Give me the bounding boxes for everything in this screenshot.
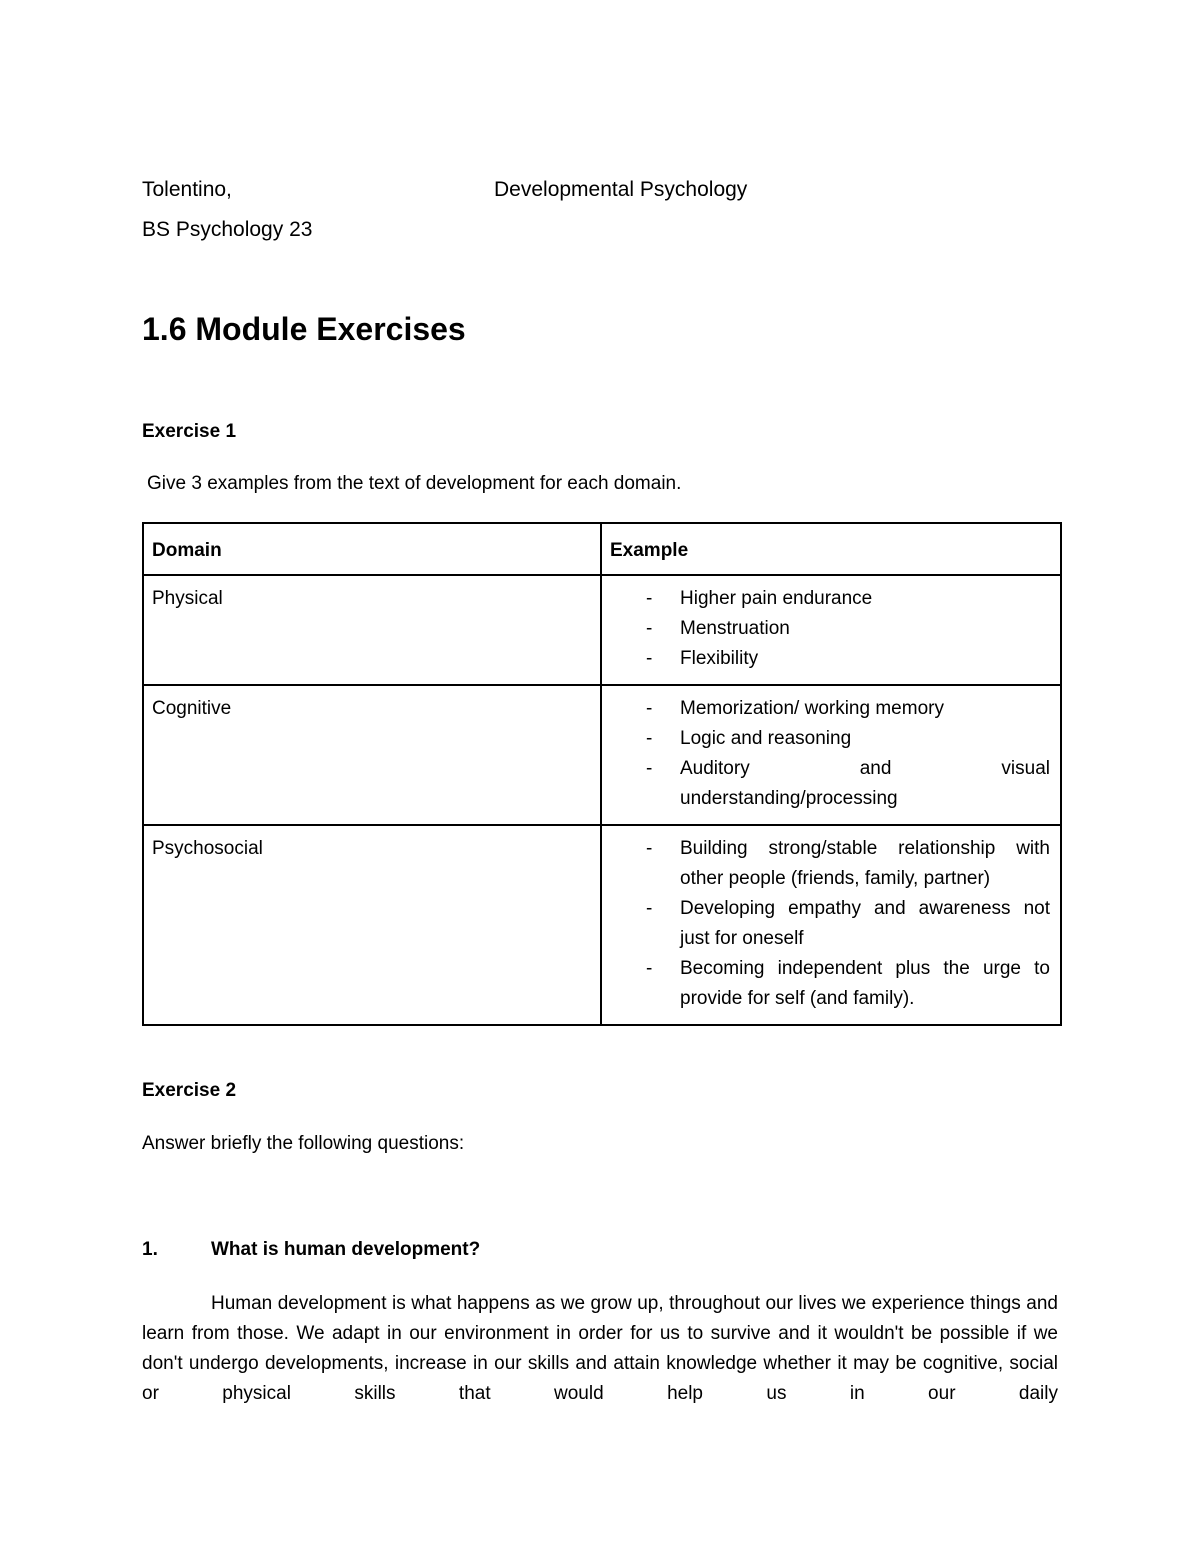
table-row [143, 685, 1061, 825]
table-header-row [143, 523, 1061, 575]
student-program: BS Psychology 23 [142, 218, 313, 241]
examples-cell [601, 825, 1061, 1025]
page-title: 1.6 Module Exercises [142, 311, 466, 347]
table-row [143, 825, 1061, 1025]
example-item: - Menstruation [680, 614, 1050, 644]
exercise-2-instruction: Answer briefly the following questions: [142, 1133, 465, 1154]
examples-list [610, 584, 1050, 674]
example-item: - Building strong/stable relationship with other people (friends, family, partner) [680, 834, 1050, 894]
examples-list [610, 834, 1050, 1014]
table-header-example: Example [601, 523, 1061, 575]
exercise-1-instruction: Give 3 examples from the text of development for each domain. [147, 473, 682, 494]
example-item: - Logic and reasoning [680, 724, 1050, 754]
answer-paragraph [142, 1289, 1058, 1409]
exercise-2-heading: Exercise 2 [142, 1080, 237, 1101]
example-item: - Becoming independent plus the urge to provide for self (and family). [680, 954, 1050, 1014]
question-text: What is human development? [211, 1239, 481, 1260]
student-name: Tolentino, [142, 178, 232, 201]
example-item: - Flexibility [680, 644, 1050, 674]
domain-cell: Physical [143, 575, 601, 685]
example-item [680, 754, 1050, 814]
question-number: 1. [142, 1239, 158, 1260]
course-name: Developmental Psychology [494, 178, 748, 201]
example-item-text: - Auditory and visual understanding/processing [680, 758, 1050, 809]
example-item: - Memorization/ working memory [680, 694, 1050, 724]
exercise-1-heading: Exercise 1 [142, 421, 237, 442]
domain-cell: Cognitive [143, 685, 601, 825]
examples-cell [601, 685, 1061, 825]
examples-list [610, 694, 1050, 814]
example-item: - Developing empathy and awareness not just for oneself [680, 894, 1050, 954]
domain-examples-table [142, 522, 1062, 1026]
example-item: - Higher pain endurance [680, 584, 1050, 614]
domain-cell: Psychosocial [143, 825, 601, 1025]
examples-cell [601, 575, 1061, 685]
table-row [143, 575, 1061, 685]
answer-text: Human development is what happens as we grow up, throughout our lives we experience things and learn from those. We adapt in our environment in order for us to survive and it wouldn't be possible if we don't undergo developments, increase in our skills and attain knowledge whether it may be cognitive, social or physical skills that would help us in our daily [142, 1293, 1058, 1404]
table-header-domain: Domain [143, 523, 601, 575]
